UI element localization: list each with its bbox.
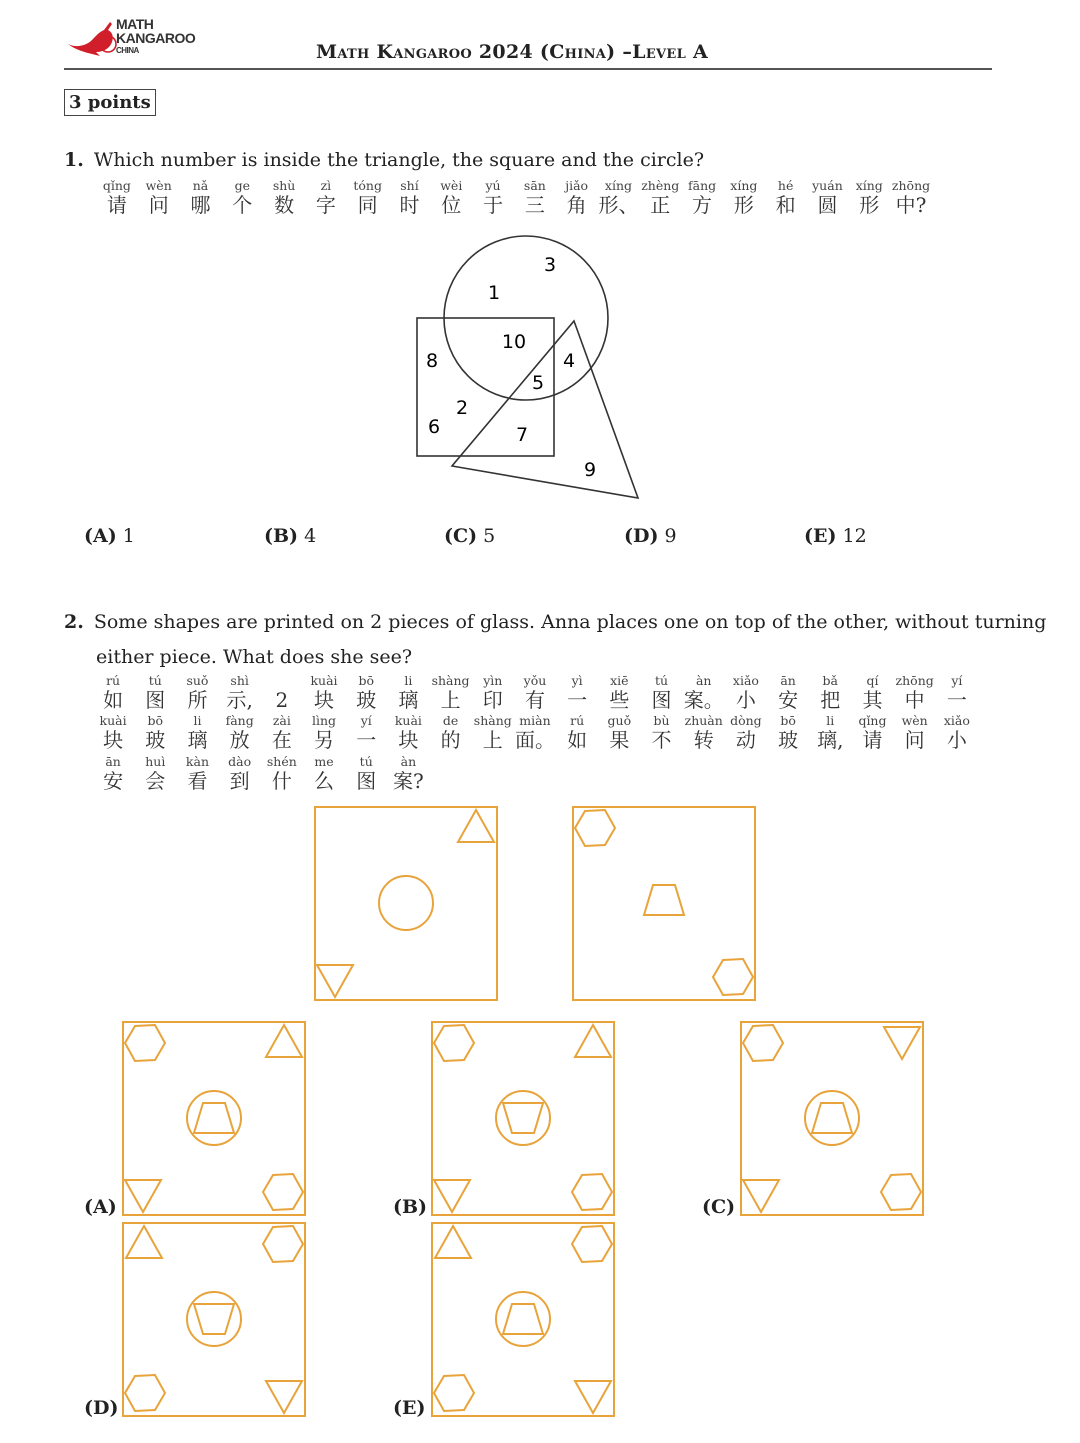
answer-option-a[interactable] [84, 525, 135, 547]
hanzi-text: 三 [524, 193, 545, 217]
hanzi-text: 和 [775, 193, 796, 217]
hanzi-text: 什 [271, 769, 292, 793]
hanzi-text: 一 [356, 728, 377, 752]
pinyin-text: àn [400, 754, 417, 769]
diagram-number: 5 [531, 372, 545, 394]
pinyin-text: shén [266, 754, 297, 769]
diagram-triangle [452, 321, 638, 498]
hanzi-text: 同 [357, 193, 378, 217]
pinyin-cell [263, 178, 305, 217]
pinyin-text: dòng [730, 713, 762, 728]
option-value: 9 [664, 525, 677, 547]
hanzi-text: 圆 [817, 193, 838, 217]
pinyin-text: ān [780, 673, 796, 688]
pinyin-text: fàng [225, 713, 254, 728]
pinyin-cell [303, 754, 345, 793]
hanzi-text: 会 [145, 769, 166, 793]
pinyin-cell [851, 673, 893, 712]
pinyin-cell [345, 673, 387, 712]
pinyin-cell [556, 673, 598, 712]
diagram-number: 7 [515, 424, 529, 446]
hanzi-text: 些 [609, 688, 630, 712]
pinyin-cell [430, 673, 472, 712]
pinyin-text: yì [571, 673, 583, 688]
hanzi-text: 字 [315, 193, 336, 217]
pinyin-text: kuài [394, 713, 422, 728]
pinyin-cell [556, 713, 598, 752]
pinyin-cell [765, 178, 807, 217]
answer-panel-a[interactable] [122, 1021, 306, 1216]
pinyin-cell [598, 673, 640, 712]
pinyin-text: huì [145, 754, 166, 769]
pinyin-cell [890, 178, 932, 217]
pinyin-cell [683, 673, 725, 712]
pinyin-text: wèn [901, 713, 928, 728]
hanzi-text: 案。 [683, 688, 724, 712]
option-letter: (E) [804, 525, 837, 547]
pinyin-text: miàn [519, 713, 551, 728]
answer-panel-d[interactable] [122, 1222, 306, 1417]
pinyin-text: kàn [185, 754, 209, 769]
pinyin-text: àn [695, 673, 712, 688]
pinyin-cell [176, 713, 218, 752]
hanzi-text: 中? [895, 193, 927, 217]
pinyin-cell [723, 178, 765, 217]
logo-line-china: CHINA [116, 46, 139, 55]
pinyin-cell [138, 178, 180, 217]
hanzi-text: 形 [733, 193, 754, 217]
answer-panel-e[interactable] [431, 1222, 615, 1417]
pinyin-cell [387, 713, 429, 752]
pinyin-text: shàng [473, 713, 512, 728]
pinyin-text: yǒu [523, 673, 547, 688]
hanzi-text: 在 [271, 728, 292, 752]
pinyin-cell [767, 713, 809, 752]
glass-piece-2 [572, 806, 756, 1001]
pinyin-text: suǒ [186, 673, 209, 688]
pinyin-text: kuài [310, 673, 338, 688]
pinyin-cell [640, 673, 682, 712]
pinyin-cell [345, 754, 387, 793]
pinyin-cell [219, 754, 261, 793]
option-letter: (C) [444, 525, 478, 547]
pinyin-text: bù [653, 713, 670, 728]
diagram-number: 9 [583, 459, 597, 481]
hanzi-text: 位 [441, 193, 462, 217]
option-letter: (D) [624, 525, 659, 547]
question-1-diagram [400, 228, 660, 508]
hanzi-text: 案? [393, 769, 424, 793]
logo-line-math: MATH [116, 16, 154, 32]
pinyin-text: bō [147, 713, 164, 728]
pinyin-cell [176, 673, 218, 712]
pinyin-cell [176, 754, 218, 793]
pinyin-text: lìng [312, 713, 337, 728]
pinyin-cell [809, 673, 851, 712]
pinyin-text: tú [654, 673, 669, 688]
pinyin-cell [134, 713, 176, 752]
pinyin-cell [598, 713, 640, 752]
hanzi-text: 有 [524, 688, 545, 712]
answer-label-b[interactable]: (B) [393, 1196, 428, 1218]
pinyin-text: tú [148, 673, 162, 688]
pinyin-cell [640, 713, 682, 752]
diagram-number: 8 [425, 350, 439, 372]
pinyin-cell [936, 673, 978, 712]
pinyin-cell [221, 178, 263, 217]
hanzi-text: 图 [356, 769, 377, 793]
pinyin-cell [514, 673, 556, 712]
hanzi-text: 玻 [778, 728, 799, 752]
pinyin-text: ān [105, 754, 121, 769]
answer-panel-c[interactable] [740, 1021, 924, 1216]
kangaroo-icon [66, 18, 118, 56]
question-2 [64, 611, 1046, 633]
hanzi-text: 放 [229, 728, 250, 752]
answer-label-a[interactable]: (A) [84, 1196, 117, 1218]
option-value: 1 [122, 525, 135, 547]
question-1-text: Which number is inside the triangle, the square and the circle? [93, 149, 705, 171]
option-value: 5 [483, 525, 496, 547]
answer-option-b[interactable] [264, 525, 316, 547]
pinyin-text: rú [570, 713, 585, 728]
pinyin-text: yí [360, 713, 372, 728]
pinyin-cell [261, 673, 303, 712]
pinyin-cell [303, 673, 345, 712]
hanzi-text: 个 [232, 193, 253, 217]
pinyin-cell [92, 673, 134, 712]
pinyin-cell [92, 754, 134, 793]
glass-piece-1 [314, 806, 498, 1001]
hanzi-text: 不 [651, 728, 672, 752]
pinyin-text: bō [780, 713, 796, 728]
pinyin-cell [472, 713, 514, 752]
pinyin-text: bō [358, 673, 374, 688]
hanzi-text: 上 [440, 688, 461, 712]
pinyin-text: zhōng [891, 178, 931, 193]
pinyin-text: guǒ [607, 713, 632, 728]
hanzi-text: 请 [862, 728, 883, 752]
option-value: 4 [304, 525, 317, 547]
pinyin-cell [387, 754, 429, 793]
pinyin-text: ge [234, 178, 250, 193]
pinyin-text: dào [228, 754, 252, 769]
diagram-number: 6 [427, 416, 441, 438]
pinyin-cell [430, 713, 472, 752]
pinyin-text: zì [320, 178, 332, 193]
hanzi-text: 块 [314, 688, 335, 712]
hanzi-text: 的 [440, 728, 461, 752]
pinyin-cell [936, 713, 978, 752]
option-letter: (A) [84, 525, 117, 547]
question-2-chinese-row-3 [92, 754, 430, 793]
pinyin-cell [725, 673, 767, 712]
pinyin-cell [261, 754, 303, 793]
pinyin-cell [848, 178, 890, 217]
diagram-number: 10 [501, 331, 527, 353]
hanzi-text: 璃 [398, 688, 419, 712]
pinyin-cell [345, 713, 387, 752]
hanzi-text: 另 [314, 728, 335, 752]
hanzi-text: 块 [398, 728, 419, 752]
pinyin-cell [556, 178, 598, 217]
hanzi-text: 2 [275, 688, 289, 712]
question-1-number: 1. [64, 149, 84, 171]
hanzi-text: 果 [609, 728, 630, 752]
pinyin-text: tóng [353, 178, 382, 193]
pinyin-cell [894, 673, 936, 712]
hanzi-text: 问 [904, 728, 925, 752]
hanzi-text: 转 [693, 728, 714, 752]
question-1-chinese [96, 178, 932, 217]
pinyin-text: yuán [812, 178, 843, 193]
hanzi-text: 璃 [187, 728, 208, 752]
question-2-text-line2: either piece. What does she see? [96, 646, 413, 668]
pinyin-text: kuài [99, 713, 127, 728]
pinyin-cell [807, 178, 849, 217]
hanzi-text: 图 [651, 688, 672, 712]
pinyin-cell [430, 178, 472, 217]
pinyin-text: jiǎo [565, 178, 589, 193]
hanzi-text: 一 [567, 688, 588, 712]
pinyin-text: wèn [145, 178, 172, 193]
hanzi-text: 形、 [598, 193, 639, 217]
hanzi-text: 块 [103, 728, 124, 752]
question-1 [64, 149, 704, 171]
hanzi-text: 如 [567, 728, 588, 752]
pinyin-text: yìn [483, 673, 503, 688]
pinyin-text: qǐng [858, 713, 887, 728]
pinyin-text: fāng [687, 178, 717, 193]
pinyin-cell [261, 713, 303, 752]
pinyin-text: shàng [431, 673, 470, 688]
pinyin-text: bǎ [822, 673, 839, 688]
pinyin-cell [92, 713, 134, 752]
pinyin-cell [514, 713, 556, 752]
pinyin-text: xíng [855, 178, 883, 193]
hanzi-text: 上 [482, 728, 503, 752]
hanzi-text: 问 [148, 193, 169, 217]
hanzi-text: 形 [859, 193, 880, 217]
question-2-chinese-row-2 [92, 713, 978, 752]
hanzi-text: 正 [650, 193, 671, 217]
pinyin-cell [767, 673, 809, 712]
pinyin-cell [681, 178, 723, 217]
pinyin-text: xíng [730, 178, 758, 193]
pinyin-text: xiǎo [732, 673, 759, 688]
pinyin-text: shí [400, 178, 419, 193]
pinyin-text: nǎ [192, 178, 209, 193]
pinyin-text: xíng [604, 178, 633, 193]
pinyin-cell [472, 178, 514, 217]
pinyin-text: shì [230, 673, 249, 688]
hanzi-text: 一 [946, 688, 967, 712]
answer-label-c[interactable]: (C) [702, 1196, 736, 1218]
hanzi-text: 玻 [145, 728, 166, 752]
hanzi-text: 哪 [190, 193, 211, 217]
hanzi-text: 动 [735, 728, 756, 752]
pinyin-text: zhuàn [684, 713, 723, 728]
hanzi-text: 璃, [817, 728, 844, 752]
pinyin-cell [305, 178, 347, 217]
option-value: 12 [842, 525, 867, 547]
hanzi-text: 其 [862, 688, 883, 712]
question-2-text-line1: Some shapes are printed on 2 pieces of glass. Anna places one on top of the other, without turning [93, 611, 1047, 633]
hanzi-text: 看 [187, 769, 208, 793]
option-letter: (B) [264, 525, 299, 547]
pinyin-cell [851, 713, 893, 752]
hanzi-text: 时 [399, 193, 420, 217]
pinyin-cell [894, 713, 936, 752]
pinyin-text: yú [485, 178, 501, 193]
hanzi-text: 图 [145, 688, 166, 712]
answer-option-c[interactable] [444, 525, 495, 547]
hanzi-text: 小 [946, 728, 967, 752]
hanzi-text: 印 [482, 688, 503, 712]
pinyin-cell [303, 713, 345, 752]
pinyin-text: li [193, 713, 202, 728]
page-title: Math Kangaroo 2024 (China) –Level A [316, 41, 709, 63]
pinyin-text: xiǎo [943, 713, 970, 728]
diagram-number: 1 [487, 282, 501, 304]
hanzi-text: 于 [483, 193, 504, 217]
diagram-number: 3 [543, 254, 557, 276]
answer-label-d[interactable]: (D) [84, 1397, 119, 1419]
hanzi-text: 把 [820, 688, 841, 712]
pinyin-text: rú [106, 673, 121, 688]
pinyin-text: zài [272, 713, 291, 728]
pinyin-text: wèi [440, 178, 463, 193]
hanzi-text: 到 [229, 769, 250, 793]
pinyin-text: sān [523, 178, 546, 193]
pinyin-cell [514, 178, 556, 217]
points-badge: 3 points [64, 89, 156, 116]
pinyin-text: shù [272, 178, 296, 193]
hanzi-text: 安 [103, 769, 124, 793]
diagram-number: 4 [562, 350, 576, 372]
hanzi-text: 角 [566, 193, 587, 217]
hanzi-text: 所 [187, 688, 208, 712]
pinyin-cell [180, 178, 222, 217]
pinyin-cell [809, 713, 851, 752]
pinyin-text: hé [777, 178, 794, 193]
question-2-number: 2. [64, 611, 84, 633]
pinyin-cell [683, 713, 725, 752]
pinyin-cell [96, 178, 138, 217]
pinyin-text: li [404, 673, 413, 688]
hanzi-text: 小 [735, 688, 756, 712]
hanzi-text: 方 [692, 193, 713, 217]
answer-option-d[interactable] [624, 525, 677, 547]
pinyin-text: zhōng [895, 673, 934, 688]
pinyin-text: de [442, 713, 459, 728]
pinyin-text: qǐng [102, 178, 131, 193]
logo-line-kangaroo: KANGAROO [116, 30, 196, 46]
pinyin-cell [219, 713, 261, 752]
answer-panel-b[interactable] [431, 1021, 615, 1216]
pinyin-cell [389, 178, 431, 217]
pinyin-cell [639, 178, 681, 217]
pinyin-cell [725, 713, 767, 752]
pinyin-text: xiē [610, 673, 629, 688]
pinyin-text: zhèng [641, 178, 680, 193]
pinyin-cell [134, 754, 176, 793]
hanzi-text: 示, [226, 688, 253, 712]
hanzi-text: 么 [314, 769, 335, 793]
pinyin-text: yí [951, 673, 963, 688]
answer-option-e[interactable] [804, 525, 867, 547]
pinyin-text: me [314, 754, 334, 769]
hanzi-text: 请 [106, 193, 127, 217]
logo [66, 16, 206, 58]
hanzi-text: 如 [103, 688, 124, 712]
pinyin-cell [347, 178, 389, 217]
hanzi-text: 玻 [356, 688, 377, 712]
hanzi-text: 安 [778, 688, 799, 712]
pinyin-text: tú [359, 754, 373, 769]
diagram-number: 2 [455, 397, 469, 419]
pinyin-cell [387, 673, 429, 712]
pinyin-cell [219, 673, 261, 712]
answer-label-e[interactable]: (E) [393, 1397, 426, 1419]
hanzi-text: 面。 [514, 728, 555, 752]
pinyin-cell [472, 673, 514, 712]
header-rule [64, 68, 992, 70]
hanzi-text: 中 [904, 688, 925, 712]
pinyin-text: qí [866, 673, 879, 688]
pinyin-cell [134, 673, 176, 712]
hanzi-text: 数 [274, 193, 295, 217]
pinyin-text: li [826, 713, 835, 728]
question-2-chinese-row-1 [92, 673, 978, 712]
pinyin-cell [598, 178, 640, 217]
